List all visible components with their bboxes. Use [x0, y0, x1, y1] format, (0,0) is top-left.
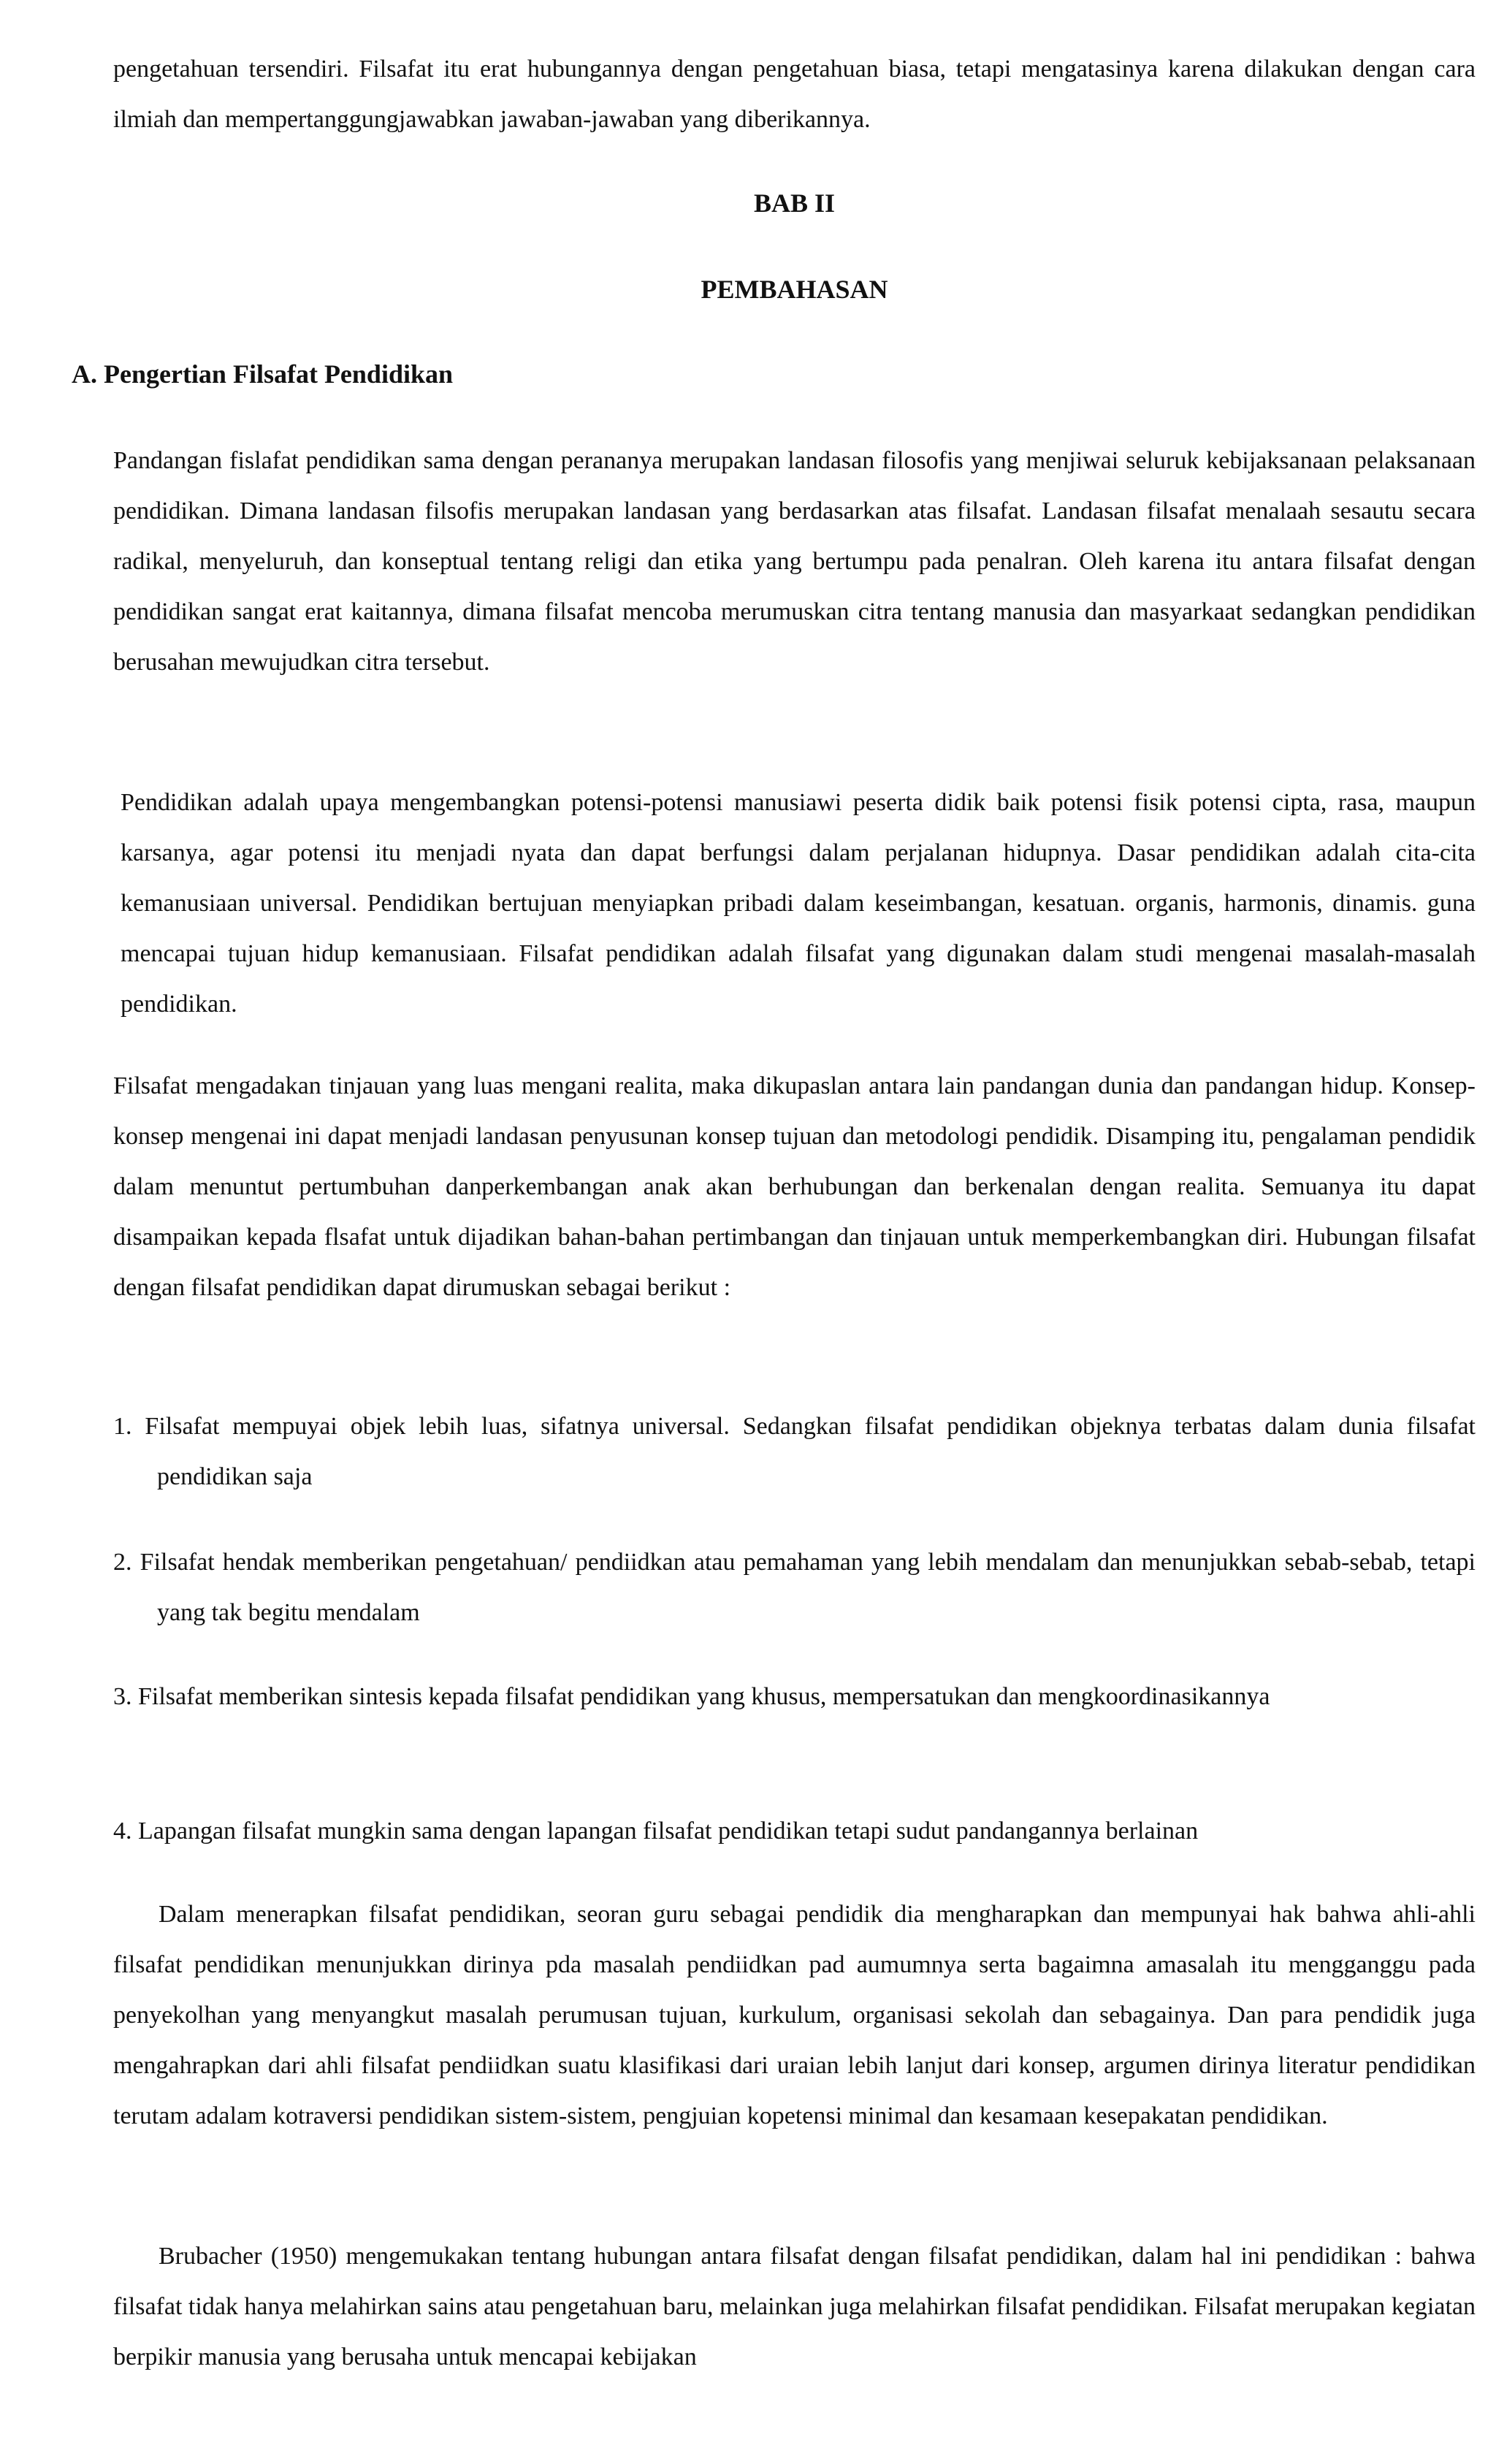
paragraph-pendidikan: Pendidikan adalah upaya mengembangkan potensi-potensi manusiawi peserta didik baik potensi fisik potensi cipta, rasa, maupun karsanya, agar potensi itu menjadi nyata dan dapat berfungsi dalam perjalanan hidupnya. Dasar pendidikan adalah cita-cita kemanusiaan universal. Pendidikan bertujuan menyiapkan pribadi dalam keseimbangan, kesatuan. organis, harmonis, dinamis. guna mencapai tujuan hidup kemanusiaan. Filsafat pendidikan adalah filsafat yang digunakan dalam studi mengenai masalah-masalah pendidikan.	[121, 789, 1476, 1018]
paragraph-landasan: Pandangan fislafat pendidikan sama dengan perananya merupakan landasan filosofis yang menjiwai seluruk kebijaksanaan pelaksanaan pendidikan. Dimana landasan filsofis merupakan landasan yang berdasarkan atas filsafat. Landasan filsafat menalaah sesautu secara radikal, menyeluruh, dan konseptual tentang religi dan etika yang bertumpu pada penalran. Oleh karena itu antara filsafat dengan pendidikan sangat erat kaitannya, dimana filsafat mencoba merumuskan citra tentang manusia dan masyarkaat sedangkan pendidikan berusahan mewujudkan citra tersebut.	[113, 447, 1476, 676]
list-item-number: 2.	[113, 1549, 140, 1576]
list-item	[113, 1806, 1476, 1856]
chapter-title: PEMBAHASAN	[701, 275, 888, 304]
paragraph-menerapkan: Dalam menerapkan filsafat pendidikan, seoran guru sebagai pendidik dia mengharapkan dan mempunyai hak bahwa ahli-ahli filsafat pendidikan menunjukkan dirinya pda masalah pendiidkan pad aumumnya serta bagaimna amasalah itu mengganggu pada penyekolhan yang menyangkut masalah perumusan tujuan, kurkulum, organisasi sekolah dan sebagainya. Dan para pendidik juga mengahrapkan dari ahli filsafat pendiidkan suatu klasifikasi dari uraian lebih lanjut dari konsep, argumen dirinya literatur pendidikan terutam adalam kotraversi pendidikan sistem-sistem, pengjuian kopetensi minimal dan kesamaan kesepakatan pendidikan.	[113, 1901, 1476, 2129]
paragraph-brubacher: Brubacher (1950) mengemukakan tentang hubungan antara filsafat dengan filsafat pendidikan, dalam hal ini pendidikan : bahwa filsafat tidak hanya melahirkan sains atau pengetahuan baru, melainkan juga melahirkan filsafat pendidikan. Filsafat merupakan kegiatan berpikir manusia yang berusaha untuk mencapai kebijakan	[113, 2243, 1476, 2370]
list-item	[113, 1537, 1476, 1638]
list-item-number: 4.	[113, 1818, 138, 1845]
list-item	[113, 1671, 1476, 1722]
list-item-number: 3.	[113, 1683, 138, 1710]
list-item	[113, 1401, 1476, 1502]
list-item-text: Filsafat memberikan sintesis kepada filsafat pendidikan yang khusus, mempersatukan dan mengkoordinasikannya	[138, 1683, 1270, 1710]
intro-paragraph: pengetahuan tersendiri. Filsafat itu erat hubungannya dengan pengetahuan biasa, tetapi mengatasinya karena dilakukan dengan cara ilmiah dan mempertanggungjawabkan jawaban-jawaban yang diberikannya.	[113, 56, 1476, 133]
list-item-text: Filsafat mempuyai objek lebih luas, sifatnya universal. Sedangkan filsafat pendidikan objeknya terbatas dalam dunia filsafat pendidikan saja	[145, 1413, 1476, 1490]
list-item-number: 1.	[113, 1413, 145, 1440]
chapter-number: BAB II	[753, 188, 836, 218]
section-heading: A. Pengertian Filsafat Pendidikan	[72, 359, 454, 389]
paragraph-filsafat-tinjauan: Filsafat mengadakan tinjauan yang luas mengani realita, maka dikupaslan antara lain pandangan dunia dan pandangan hidup. Konsep-konsep mengenai ini dapat menjadi landasan penyusunan konsep tujuan dan metodologi pendidik. Disamping itu, pengalaman pendidik dalam menuntut pertumbuhan danperkembangan anak akan berhubungan dan berkenalan dengan realita. Semuanya itu dapat disampaikan kepada flsafat untuk dijadikan bahan-bahan pertimbangan dan tinjauan untuk memperkembangkan diri. Hubungan filsafat dengan filsafat pendidikan dapat dirumuskan sebagai berikut :	[113, 1072, 1476, 1301]
list-item-text: Filsafat hendak memberikan pengetahuan/ pendiidkan atau pemahaman yang lebih mendalam dan menunjukkan sebab-sebab, tetapi yang tak begitu mendalam	[140, 1549, 1476, 1626]
list-item-text: Lapangan filsafat mungkin sama dengan lapangan filsafat pendidikan tetapi sudut pandangannya berlainan	[138, 1818, 1199, 1845]
